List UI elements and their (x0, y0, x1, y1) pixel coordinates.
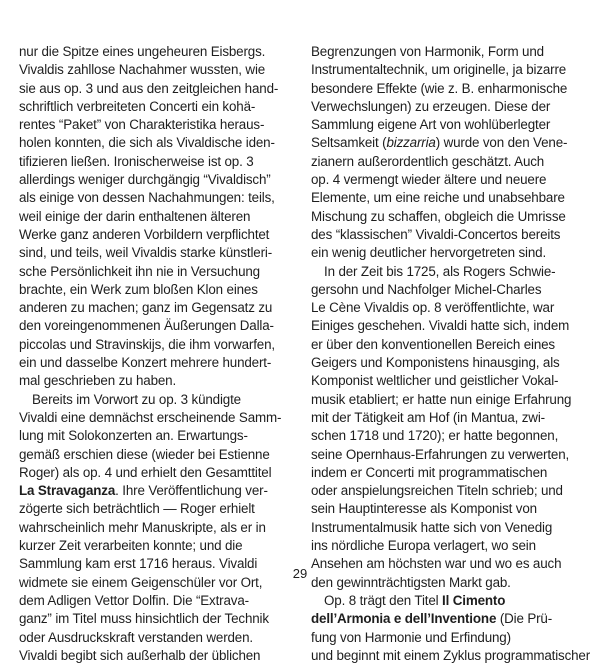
body-text: sind, und teils, weil Vivaldis starke künstleri- (19, 245, 273, 261)
body-text: Geigers und Komponistens hinausging, als (311, 355, 560, 371)
text-line (311, 372, 586, 390)
text-line (19, 43, 284, 61)
body-text: Komponist weltlicher und geistlicher Vokal- (311, 373, 559, 389)
text-line (19, 647, 284, 665)
bold-title-text: La Stravaganza (19, 483, 116, 499)
text-line (19, 226, 284, 244)
body-text: Mischung zu schaffen, obgleich die Umrisse (311, 208, 566, 224)
italic-term-text: bizzarria (386, 135, 436, 151)
body-text: besondere Effekte (wie z. B. enharmonische (311, 80, 568, 96)
body-text: wahrscheinlich mehr Manuskripte, als er in (19, 519, 266, 535)
text-line (311, 592, 586, 610)
body-text: seine Opernhaus-Erfahrungen zu verwerten, (311, 446, 570, 462)
text-line (311, 226, 586, 244)
text-line (19, 98, 284, 116)
text-line (19, 61, 284, 79)
body-text: oder Ausdruckskraft verstanden werden. (19, 629, 253, 645)
body-text: gersohn und Nachfolger Michel-Charles (311, 281, 542, 297)
text-line (19, 299, 284, 317)
text-line (311, 281, 586, 299)
body-text: Begrenzungen von Harmonik, Form und (311, 44, 544, 59)
text-line (19, 208, 284, 226)
text-line (19, 116, 284, 134)
text-line (311, 409, 586, 427)
body-text: Instrumentaltechnik, um originelle, ja bizarre (311, 62, 567, 78)
body-text: fung von Harmonie und Erfindung) (311, 629, 511, 645)
text-line (19, 482, 284, 500)
text-line (311, 446, 586, 464)
text-line (311, 299, 586, 317)
text-line (311, 391, 586, 409)
text-line (19, 80, 284, 98)
body-text: Verwechslungen) zu erzeugen. Diese der (311, 98, 551, 114)
body-text: Le Cène Vivaldis op. 8 veröffentlichte, war (311, 300, 555, 316)
body-text: op. 4 vermengt wieder ältere und neuere (311, 172, 547, 188)
body-text: mal geschrieben zu haben. (19, 373, 177, 389)
body-text: holen konnten, die sich als Vivaldische iden- (19, 135, 275, 151)
body-text: des “klassischen” Vivaldi-Concertos bereits (311, 226, 561, 242)
body-text: den voreingenommenen Äußerungen Dalla- (19, 318, 274, 334)
body-text: ins nördliche Europa verlagert, wo sein (311, 538, 536, 554)
text-line (311, 500, 586, 518)
text-line (311, 61, 586, 79)
body-text: Roger) als op. 4 und erhielt den Gesamttitel (19, 464, 272, 480)
text-line (311, 317, 586, 335)
body-text: piccolas und Stravinskijs, die ihm vorwarfen, (19, 336, 275, 352)
text-line (311, 647, 591, 665)
body-text: Werke ganz anderen Vorbildern verpflichtet (19, 226, 270, 242)
text-line (19, 153, 284, 171)
text-line (311, 208, 586, 226)
text-line (311, 171, 586, 189)
body-text: . Ihre Veröffentlichung ver- (115, 483, 268, 499)
text-line (19, 281, 284, 299)
body-text: Vivaldi begibt sich außerhalb der üblichen (19, 647, 261, 663)
body-text: indem er Concerti mit programmatischen (311, 464, 548, 480)
body-text: (Die Prü- (496, 611, 553, 627)
text-line (311, 43, 586, 61)
text-line (311, 354, 586, 372)
body-text: anderen zu machen; ganz im Gegensatz zu (19, 300, 273, 316)
text-line (19, 427, 284, 445)
body-text: rentes “Paket” von Charakteristika heraus- (19, 117, 265, 133)
text-line (311, 116, 586, 134)
body-text: Seltsamkeit ( (311, 135, 387, 151)
text-line (311, 98, 586, 116)
body-text: zögerte sich beträchtlich — Roger erhielt (19, 501, 255, 517)
body-text: musik etabliert; er hatte nun einige Erfahrung (311, 391, 572, 407)
text-line (19, 500, 284, 518)
body-text: schriftlich verbreiteten Concerti ein kohä- (19, 98, 256, 114)
text-line (19, 134, 284, 152)
body-text: er über den konventionellen Bereich eines (311, 336, 555, 352)
text-line (19, 336, 284, 354)
body-text: weil einige der darin enthaltenen älteren (19, 208, 251, 224)
body-text: und beginnt mit einem Zyklus programmatischer (311, 647, 591, 663)
body-text: Einiges geschehen. Vivaldi hatte sich, indem (311, 318, 570, 334)
body-text: ein wenig deutlicher hervorgetreten sind. (311, 245, 547, 261)
body-text: Sammlung kam erst 1716 heraus. Vivaldi (19, 556, 258, 572)
body-text: Ansehen am höchsten war und wo es auch (311, 556, 562, 572)
text-line (19, 317, 284, 335)
text-line (311, 629, 586, 647)
body-text: Sammlung eigene Art von wohlüberlegter (311, 117, 551, 133)
body-text: brachte, ein Werk zum bloßen Klon eines (19, 281, 258, 297)
body-text: Op. 8 trägt den Titel (324, 592, 443, 608)
body-text: widmete sie einem Geigenschüler vor Ort, (19, 574, 263, 590)
text-line (19, 263, 284, 281)
body-text: tifizieren ließen. Ironischerweise ist op. 3 (19, 153, 254, 169)
body-text: zianern außerordentlich geschätzt. Auch (311, 153, 545, 169)
text-line (311, 153, 586, 171)
body-text: ganz” im Titel muss hinsichtlich der Technik (19, 611, 269, 627)
text-line (311, 464, 586, 482)
text-line (19, 189, 284, 207)
text-line (19, 629, 284, 647)
text-line (19, 244, 284, 262)
text-line (19, 610, 284, 628)
body-text: nur die Spitze eines ungeheuren Eisbergs. (19, 44, 266, 59)
body-text: Vivaldi eine demnächst erscheinende Samm- (19, 409, 282, 425)
text-line (19, 409, 284, 427)
text-line (311, 537, 586, 555)
text-line (311, 263, 586, 281)
text-line (19, 464, 284, 482)
body-text: Instrumentalmusik hatte sich von Venedig (311, 519, 553, 535)
text-line (19, 519, 284, 537)
text-line (311, 336, 586, 354)
body-text: oder anspielungsreichen Titeln schrieb; und (311, 483, 563, 499)
text-line (19, 354, 284, 372)
text-line (19, 391, 284, 409)
body-text: ein und dasselbe Konzert mehrere hundert- (19, 355, 272, 371)
body-text: allerdings weniger durchgängig “Vivaldisch” (19, 172, 271, 188)
text-line (19, 592, 284, 610)
body-text: als einige von dessen Nachahmungen: teils, (19, 190, 275, 206)
text-line (19, 446, 284, 464)
body-text: sein Hauptinteresse als Komponist von (311, 501, 537, 517)
body-text: kurzer Zeit verarbeiten konnte; und die (19, 538, 243, 554)
body-text: dem Adligen Vettor Dolfin. Die “Extrava- (19, 592, 249, 608)
body-text: Bereits im Vorwort zu op. 3 kündigte (32, 391, 241, 407)
text-line (311, 134, 586, 152)
text-line (19, 372, 284, 390)
text-line (311, 610, 586, 628)
body-text: sche Persönlichkeit ihn nie in Versuchung (19, 263, 260, 279)
body-text: lung mit Solokonzerten an. Erwartungs- (19, 428, 248, 444)
page-number: 29 (292, 566, 308, 581)
text-line (19, 171, 284, 189)
text-line (311, 482, 586, 500)
body-text: sie aus op. 3 und aus den zeitgleichen hand- (19, 80, 279, 96)
bold-title-text: dell’Armonia e dell’Inventione (311, 611, 497, 627)
body-text: Elemente, um eine reiche und unabsehbare (311, 190, 565, 206)
text-line (311, 189, 586, 207)
text-line (311, 80, 586, 98)
body-text: mit der Tätigkeit am Hof (in Mantua, zwi- (311, 409, 545, 425)
body-text: In der Zeit bis 1725, als Rogers Schwie- (324, 263, 556, 279)
text-line (311, 519, 586, 537)
bold-title-text: Il Cimento (442, 592, 506, 608)
text-line (311, 244, 586, 262)
text-line (19, 537, 284, 555)
body-text: Vivaldis zahllose Nachahmer wussten, wie (19, 62, 266, 78)
text-line (311, 427, 586, 445)
body-text: ) wurde von den Vene- (435, 135, 568, 151)
body-text: gemäß erschien diese (wieder bei Estienne (19, 446, 270, 462)
body-text: den gewinnträchtigsten Markt gab. (311, 574, 511, 590)
body-text: schen 1718 und 1720); er hatte begonnen, (311, 428, 559, 444)
